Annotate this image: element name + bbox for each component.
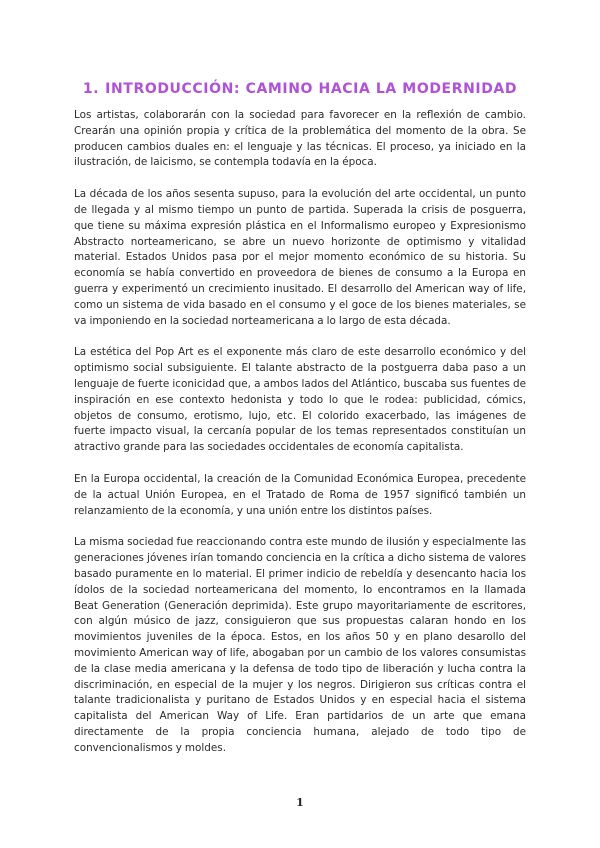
page-number: 1 bbox=[296, 796, 304, 809]
section-number: 1. bbox=[82, 81, 100, 98]
paragraph-beat-generation: La misma sociedad fue reaccionando contra este mundo de ilusión y especialmente las generaciones jóvenes irían tomando conciencia en la crítica a dicho sistema de valores basado puramente en lo material. El primer indicio de rebeldía y desencanto hacia los ídolos de la sociedad norteamericana del momento, lo encontramos en la llamada Beat Generation (Generación deprimida). Este grupo mayoritariamente de escritores, con algún músico de jazz, consiguieron que sus propuestas calaran hondo en los movimientos juveniles de la época. Estos, en los años 50 y en plano desarollo del movimiento American way of life, abogaban por un cambio de los valores consumistas de la clase media americana y la defensa de todo tipo de liberación y lucha contra la discriminación, en especial de la mujer y los negros. Dirigieron sus críticas contra el talante tradicionalista y puritano de Estados Unidos y en especial hacia el sistema capitalista del American Way of Life. Eran partidarios de un arte que emana directamente de la propia conciencia humana, alejado de todo tipo de convencionalismos y moldes. bbox=[74, 536, 526, 754]
section-heading bbox=[0, 81, 600, 97]
paragraph-sixties: La década de los años sesenta supuso, para la evolución del arte occidental, un punto de llegada y al mismo tiempo un punto de partida. Superada la crisis de posguerra, que tiene su máxima expresión plástica en el Informalismo europeo y Expresionismo Abstracto norteamericano, se abre un nuevo horizonte de optimismo y vitalidad material. Estados Unidos pasa por el mejor momento económico de su historia. Su economía se había convertido en proveedora de bienes de consumo a la Europa en guerra y experimentó un crecimiento inusitado. El desarrollo del American way of life, como un sistema de vida basado en el consumo y el goce de los bienes materiales, se va imponiendo en la sociedad norteamericana a lo largo de esta década. bbox=[74, 188, 526, 327]
paragraph-intro: Los artistas, colaborarán con la sociedad para favorecer en la reflexión de cambio. Crearán una opinión propia y crítica de la problemática del momento de la obra. Se producen cambios duales en: el lenguaje y las técnicas. El proceso, ya iniciado en la ilustración, de laicismo, se contempla todavía en la época. bbox=[74, 109, 526, 169]
paragraph-pop-art: La estética del Pop Art es el exponente más claro de este desarrollo económico y del optimismo social subsiguiente. El talante abstracto de la postguerra daba paso a un lenguaje de fuerte iconicidad que, a ambos lados del Atlántico, buscaba sus fuentes de inspiración en ese contexto hedonista y todo lo que le rodea: publicidad, cómics, objetos de consumo, erotismo, lujo, etc. El colorido exacerbado, las imágenes de fuerte impacto visual, la cercanía popular de los temas representados constituían un atractivo grande para las sociedades occidentales de economía capitalista. bbox=[74, 346, 526, 454]
paragraph-europe: En la Europa occidental, la creación de la Comunidad Económica Europea, precedente de la actual Unión Europea, en el Tratado de Roma de 1957 significó también un relanzamiento de la economía, y una unión entre los distintos países. bbox=[74, 472, 526, 517]
section-title: INTRODUCCIÓN: CAMINO HACIA LA MODERNIDAD bbox=[105, 81, 518, 98]
document-body bbox=[74, 108, 526, 772]
